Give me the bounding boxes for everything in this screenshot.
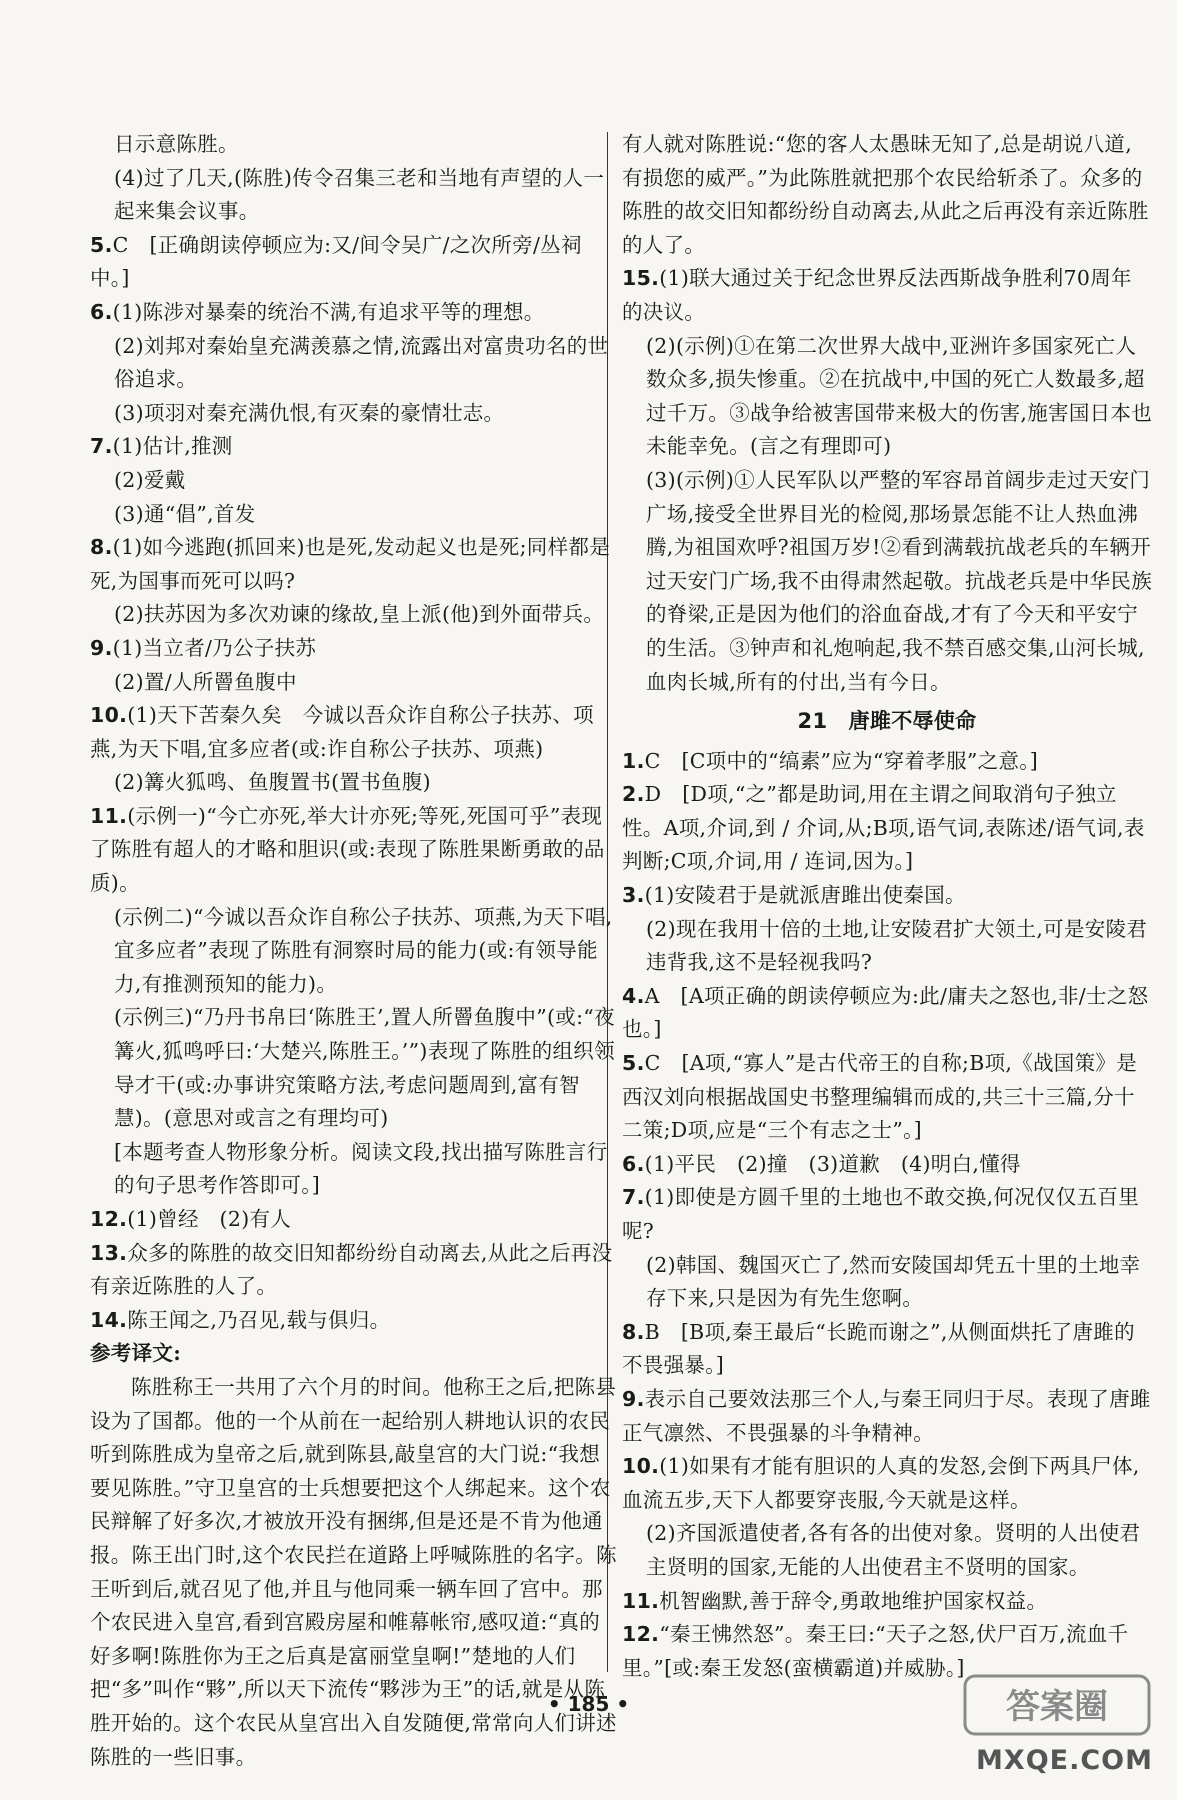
item-number: 11.: [622, 1588, 660, 1613]
answer-item: [622, 745, 1152, 779]
item-number: 13.: [90, 1240, 128, 1265]
item-number: 5.: [90, 232, 113, 257]
answer-item: [90, 430, 620, 464]
item-text: (1)安陵君于是就派唐雎出使秦国。: [644, 883, 966, 908]
answer-item: [90, 229, 620, 296]
item-text: (3)通“倡”,首发: [114, 501, 256, 526]
text-paragraph: [90, 766, 620, 800]
item-text: A [A项正确的朗读停顿应为:此/庸夫之怒也,非/士之怒也。]: [622, 983, 1149, 1042]
item-number: 15.: [622, 266, 660, 291]
item-number: 2.: [622, 782, 645, 807]
item-number: 12.: [90, 1207, 128, 1231]
text-paragraph: [90, 464, 620, 498]
item-number: 4.: [622, 983, 645, 1008]
text-paragraph: [622, 913, 1152, 980]
text-paragraph: [90, 128, 620, 162]
answer-item: [622, 1148, 1152, 1182]
text-paragraph: [90, 397, 620, 431]
item-number: 7.: [90, 434, 113, 459]
answer-item: [622, 1585, 1152, 1619]
item-text: (2)现在我用十倍的土地,让安陵君扩大领土,可是安陵君违背我,这不是轻视我吗?: [646, 916, 1148, 975]
item-number: 7.: [622, 1185, 645, 1210]
text-paragraph: [90, 330, 620, 397]
item-text: 机智幽默,善于辞令,勇敢地维护国家权益。: [659, 1588, 1048, 1613]
item-text: [本题考查人物形象分析。阅读文段,找出描写陈胜言行的句子思考作答即可。]: [114, 1139, 608, 1198]
text-paragraph: [90, 901, 620, 1002]
item-text: 有人就对陈胜说:“您的客人太愚昧无知了,总是胡说八道,有损您的威严。”为此陈胜就把那个农民给斩杀了。众多的陈胜的故交旧知都纷纷自动离去,从此之后再没有亲近陈胜的人了。: [622, 132, 1149, 257]
item-text: 陈王闻之,乃召见,载与俱归。: [127, 1307, 391, 1332]
item-text: (2)爱戴: [114, 467, 186, 492]
item-text: (1)联大通过关于纪念世界反法西斯战争胜利70周年的决议。: [622, 266, 1132, 324]
item-text: 陈胜称王一共用了六个月的时间。他称王之后,把陈县设为了国都。他的一个从前在一起给别人耕地认识的农民听到陈胜成为皇帝之后,就到陈县,敲皇宫的大门说:“我想要见陈胜。”守卫皇宫的士兵想要把这个人绑起来。这个农民辩解了好多次,才被放开没有捆绑,但是还是不肯为他通报。陈王出门时,这个农民拦在道路上呼喊陈胜的名字。陈王听到后,就召见了他,并且与他同乘一辆车回了宫中。那个农民进入皇宫,看到宫殿房屋和帷幕帐帘,感叹道:“真的好多啊!陈胜你为王之后真是富丽堂皇啊!”楚地的人们把“多”叫作“夥”,所以天下流传“夥涉为王”的话,就是从陈胜开始的。这个农民从皇宫出入自发随便,常常向人们讲述陈胜的一些旧事。: [90, 1374, 617, 1769]
answer-item: [622, 879, 1152, 913]
answer-item: [90, 1203, 620, 1237]
answer-item: [622, 778, 1152, 879]
item-text: B [B项,秦王最后“长跪而谢之”,从侧面烘托了唐雎的不畏强暴。]: [622, 1319, 1135, 1378]
answer-item: [90, 1237, 620, 1304]
item-text: (1)如果有才能有胆识的人真的发怒,会倒下两具尸体,血流五步,天下人都要穿丧服,今天就是这样。: [622, 1454, 1140, 1512]
answer-item: [90, 800, 620, 901]
item-text: C [正确朗读停顿应为:又/间令吴广/之次所旁/丛祠中。]: [90, 232, 582, 291]
watermark-url: MXQE.COM: [976, 1745, 1153, 1776]
item-number: 10.: [622, 1454, 660, 1479]
answer-item: [90, 296, 620, 330]
item-text: (2)置/人所罾鱼腹中: [114, 669, 297, 694]
answer-item: [622, 980, 1152, 1047]
item-text: (3)项羽对秦充满仇恨,有灭秦的豪情壮志。: [114, 400, 505, 425]
item-number: 10.: [90, 703, 128, 728]
item-number: 8.: [622, 1319, 645, 1344]
item-text: (1)曾经 (2)有人: [127, 1207, 292, 1231]
watermark-logo-text: 答案圈: [1006, 1687, 1108, 1727]
item-text: C [C项中的“缟素”应为“穿着孝服”之意。]: [644, 748, 1039, 773]
item-text: (示例三)“乃丹书帛曰‘陈胜王’,置人所罾鱼腹中”(或:“夜篝火,狐鸣呼曰:‘大楚兴,陈胜王。’”)表现了陈胜的组织领导才干(或:办事讲究策略方法,考虑问题周到,富有智慧)。(意思对或言之有理均可): [114, 1005, 615, 1131]
item-text: (2)篝火狐鸣、鱼腹置书(置书鱼腹): [114, 770, 431, 795]
item-number: 1.: [622, 748, 645, 773]
item-text: (1)当立者/乃公子扶苏: [112, 635, 317, 660]
text-paragraph: [622, 464, 1152, 699]
answer-item: [622, 1450, 1152, 1517]
answer-item: [90, 632, 620, 666]
answer-item: [622, 1383, 1152, 1450]
item-number: 9.: [622, 1386, 645, 1411]
item-text: 众多的陈胜的故交旧知都纷纷自动离去,从此之后再没有亲近陈胜的人了。: [90, 1240, 613, 1299]
answer-item: [622, 1181, 1152, 1248]
item-text: (3)(示例)①人民军队以严整的军容昂首阔步走过天安门广场,接受全世界目光的检阅,那场景怎能不让人热血沸腾,为祖国欢呼?祖国万岁!②看到满载抗战老兵的车辆开过天安门广场,我不由得肃然起敬。抗战老兵是中华民族的脊梁,正是因为他们的浴血奋战,才有了今天和平安宁的生活。③钟声和礼炮响起,我不禁百感交集,山河长城,血肉长城,所有的付出,当有今日。: [646, 467, 1153, 694]
item-number: 8.: [90, 535, 113, 560]
item-text: (1)平民 (2)撞 (3)道歉 (4)明白,懂得: [644, 1151, 1021, 1176]
answer-item: [622, 1047, 1152, 1148]
answer-item: [90, 1304, 620, 1338]
item-text: (1)即使是方圆千里的土地也不敢交换,何况仅仅五百里呢?: [622, 1185, 1140, 1243]
text-paragraph: [90, 666, 620, 700]
answer-item: [90, 531, 620, 598]
item-number: 6.: [90, 299, 113, 324]
text-paragraph: [90, 1001, 620, 1135]
right-column: [622, 128, 1152, 1685]
text-paragraph: [90, 1337, 620, 1371]
item-text: (2)扶苏因为多次劝谏的缘故,皇上派(他)到外面带兵。: [114, 602, 605, 627]
item-number: 11.: [90, 803, 128, 828]
item-text: (示例一)“今亡亦死,举大计亦死;等死,死国可乎”表现了陈胜有超人的才略和胆识(或:表现了陈胜果断勇敢的品质)。: [90, 803, 605, 896]
answer-item: [90, 699, 620, 766]
item-text: (1)陈涉对暴秦的统治不满,有追求平等的理想。: [112, 299, 545, 324]
item-number: 5.: [622, 1051, 645, 1076]
item-text: (2)(示例)①在第二次世界大战中,亚洲许多国家死亡人数众多,损失惨重。②在抗战中,中国的死亡人数最多,超过千万。③战争给被害国带来极大的伤害,施害国日本也未能幸免。(言之有理即可): [646, 333, 1153, 459]
item-text: (2)齐国派遣使者,各有各的出使对象。贤明的人出使君主贤明的国家,无能的人出使君主不贤明的国家。: [646, 1521, 1141, 1579]
item-text: (2)韩国、魏国灭亡了,然而安陵国却凭五十里的土地幸存下来,只是因为有先生您啊。: [646, 1252, 1141, 1311]
item-number: 14.: [90, 1307, 128, 1332]
text-paragraph: [622, 128, 1152, 262]
item-text: (1)估计,推测: [112, 434, 233, 459]
item-number: 6.: [622, 1151, 645, 1176]
page-number: • 185 •: [547, 1692, 630, 1716]
item-text: (2)刘邦对秦始皇充满羡慕之情,流露出对富贵功名的世俗追求。: [114, 333, 609, 392]
item-text: (4)过了几天,(陈胜)传令召集三老和当地有声望的人一起来集会议事。: [114, 165, 605, 224]
item-text: C [A项,“寡人”是古代帝王的自称;B项,《战国策》是西汉刘向根据战国史书整理编辑而成的,共三十三篇,分十二策;D项,应是“三个有志之士”。]: [622, 1051, 1138, 1143]
text-paragraph: [90, 498, 620, 532]
item-text: (1)如今逃跑(抓回来)也是死,发动起义也是死;同样都是死,为国事而死可以吗?: [90, 535, 611, 593]
item-text: 表示自己要效法那三个人,与秦王同归于尽。表现了唐雎正气凛然、不畏强暴的斗争精神。: [622, 1386, 1151, 1445]
text-paragraph: [622, 1517, 1152, 1584]
item-number: 9.: [90, 635, 113, 660]
item-number: 12.: [622, 1622, 660, 1647]
left-column: [90, 128, 620, 1774]
text-paragraph: [622, 1249, 1152, 1316]
item-text: (1)天下苦秦久矣 今诚以吾众诈自称公子扶苏、项燕,为天下唱,宜多应者(或:诈自称公子扶苏、项燕): [90, 703, 594, 761]
answer-item: [622, 262, 1152, 329]
item-text: 参考译文:: [90, 1341, 182, 1366]
item-text: (示例二)“今诚以吾众诈自称公子扶苏、项燕,为天下唱,宜多应者”表现了陈胜有洞察时局的能力(或:有领导能力,有推测预知的能力)。: [114, 904, 613, 996]
item-text: 日示意陈胜。: [114, 132, 239, 156]
text-paragraph: [622, 330, 1152, 464]
section-title: 21 唐雎不辱使命: [797, 709, 977, 734]
item-number: 3.: [622, 883, 645, 908]
item-text: “秦王怫然怒”。秦王曰:“天子之怒,伏尸百万,流血千里。”[或:秦王发怒(蛮横霸道)并威胁。]: [622, 1622, 1129, 1680]
text-paragraph: [90, 598, 620, 632]
answer-item: [622, 1316, 1152, 1383]
item-text: D [D项,“之”都是助词,用在主谓之间取消句子独立性。A项,介词,到 / 介词,从;B项,语气词,表陈述/语气词,表判断;C项,介词,用 / 连词,因为。]: [622, 782, 1145, 874]
text-paragraph: [90, 162, 620, 229]
text-paragraph: [90, 1136, 620, 1203]
